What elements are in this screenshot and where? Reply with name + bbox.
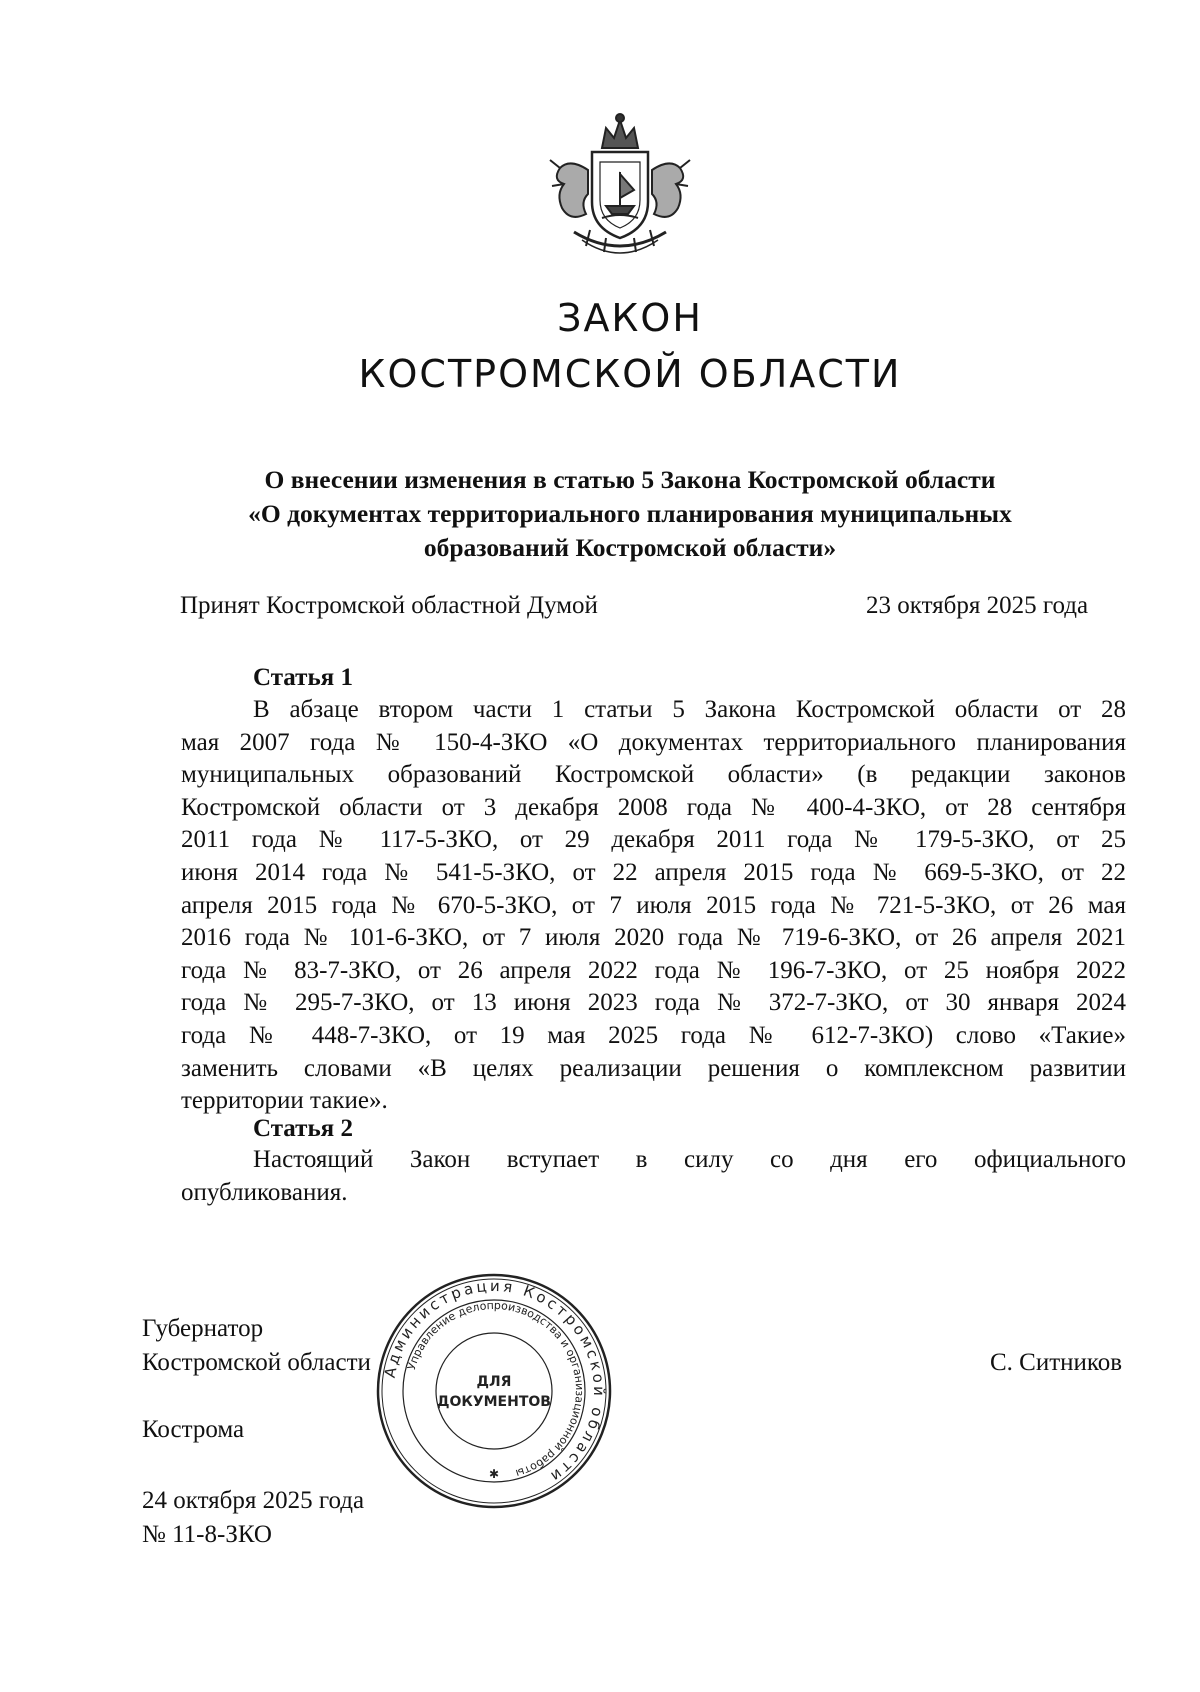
law-title: ЗАКОН: [557, 296, 703, 340]
seal-star-icon: ✱: [488, 1467, 500, 1481]
subject-line: образований Костромской области»: [423, 533, 837, 562]
text-line: опубликования.: [181, 1178, 348, 1206]
adopted-by: Принят Костромской областной Думой: [180, 592, 598, 619]
text-line: 2011 года № 117-5-ЗКО, от 29 декабря 2011 года № 179-5-ЗКО, от 25: [181, 826, 1126, 854]
text-line: территории такие».: [181, 1087, 388, 1115]
subject-line: О внесении изменения в статью 5 Закона Костромской области: [264, 465, 996, 494]
signatory-name: С. Ситников: [990, 1349, 1123, 1376]
text-line: года № 295-7-ЗКО, от 13 июня 2023 года № 372-7-ЗКО, от 30 января 2024: [181, 989, 1126, 1017]
seal-center-line1: ДЛЯ: [476, 1374, 512, 1390]
text-line: мая 2007 года № 150-4-ЗКО «О документах территориального планирования: [181, 728, 1126, 756]
signing-city: Кострома: [142, 1416, 245, 1443]
text-line: муниципальных образований Костромской области» (в редакции законов: [181, 761, 1126, 789]
official-seal-stamp: [375, 1272, 613, 1510]
law-number: № 11-8-ЗКО: [142, 1521, 272, 1548]
signatory-region: Костромской области: [142, 1349, 371, 1376]
seal-inner-text: Управление делопроизводства и организационной работы: [404, 1298, 587, 1480]
seal-center-line2: ДОКУМЕНТОВ: [437, 1394, 551, 1410]
seal-outer-text: Администрация Костромской области: [380, 1276, 609, 1488]
coat-of-arms-emblem: [530, 110, 710, 270]
law-region-title: КОСТРОМСКОЙ ОБЛАСТИ: [358, 352, 902, 396]
article-1-text: [181, 694, 1126, 1118]
article-2-text: [181, 1144, 1126, 1209]
text-line: апреля 2015 года № 670-5-ЗКО, от 7 июля 2015 года № 721-5-ЗКО, от 26 мая: [181, 891, 1126, 919]
text-line: заменить словами «В целях реализации решения о комплексном развитии: [181, 1054, 1126, 1082]
text-line: В абзаце втором части 1 статьи 5 Закона Костромской области от 28: [253, 696, 1126, 723]
adoption-date: 23 октября 2025 года: [866, 592, 1089, 619]
article-1-heading: Статья 1: [253, 664, 353, 691]
law-subject: [200, 463, 1060, 565]
text-line: года № 448-7-ЗКО, от 19 мая 2025 года № 612-7-ЗКО) слово «Такие»: [181, 1021, 1126, 1049]
text-line: Костромской области от 3 декабря 2008 года № 400-4-ЗКО, от 28 сентября: [181, 793, 1126, 821]
subject-line: «О документах территориального планирования муниципальных: [248, 499, 1012, 528]
text-line: 2016 года № 101-6-ЗКО, от 7 июля 2020 года № 719-6-ЗКО, от 26 апреля 2021: [181, 924, 1126, 952]
text-line: года № 83-7-ЗКО, от 26 апреля 2022 года № 196-7-ЗКО, от 25 ноября 2022: [181, 956, 1126, 984]
article-2-heading: Статья 2: [253, 1115, 353, 1142]
signatory-position: Губернатор: [142, 1315, 264, 1342]
text-line: Настоящий Закон вступает в силу со дня его официального: [253, 1146, 1126, 1173]
signing-date: 24 октября 2025 года: [142, 1487, 365, 1514]
text-line: июня 2014 года № 541-5-ЗКО, от 22 апреля 2015 года № 669-5-ЗКО, от 22: [181, 858, 1126, 886]
